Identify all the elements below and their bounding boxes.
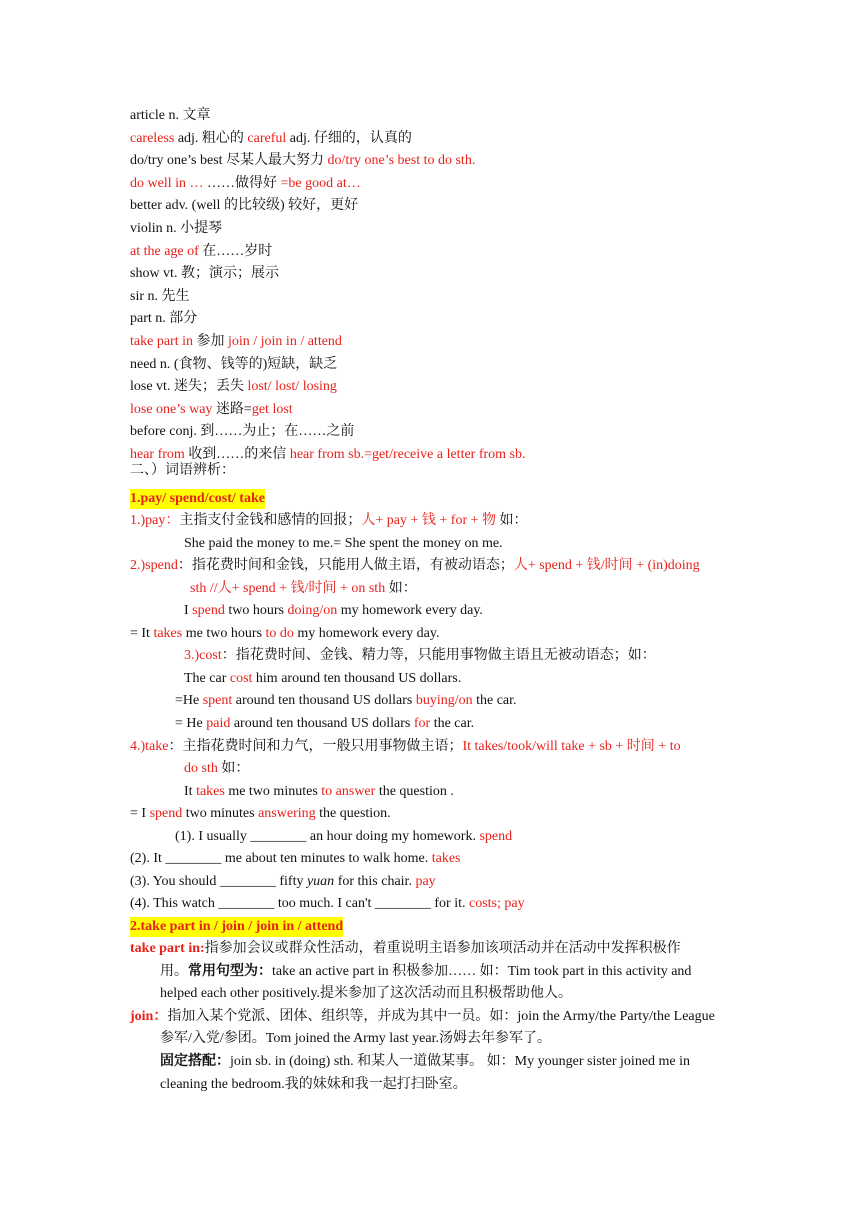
take-line	[160, 1052, 690, 1072]
text-segment: do/try one’s best to do sth.	[327, 153, 476, 169]
text-segment: 指参加会议或群众性活动，着重说明主语参加该项活动并在活动中发挥积极作	[204, 941, 681, 956]
text-segment: do well in …	[130, 175, 204, 191]
text-segment: article n. 文章	[130, 108, 211, 123]
take-line	[160, 1075, 467, 1095]
text-segment: before conj. 到……为止；在……之前	[130, 424, 355, 440]
vocab-line	[130, 129, 412, 149]
text-segment: 指加入某个党派、团体、组织等，并成为其中一员。如：join the Army/the Party/the League	[167, 1008, 715, 1024]
vocab-line	[130, 242, 272, 262]
text-segment: me two minutes	[224, 783, 322, 799]
text-segment: spend	[479, 828, 513, 844]
pay-line	[130, 804, 391, 824]
text-segment: careful	[247, 130, 287, 146]
text-segment: take an active part in 积极参加…… 如：Tim took part in this activity and	[272, 963, 692, 979]
pay-line	[184, 534, 503, 554]
text-segment: the question .	[375, 783, 454, 799]
vocab-line	[130, 400, 293, 420]
vocab-line	[130, 174, 361, 194]
vocab-line	[130, 309, 197, 329]
pay-line	[175, 827, 512, 847]
text-segment: paid	[206, 715, 231, 731]
text-segment: 如：	[385, 580, 417, 596]
text-segment: takes	[431, 851, 461, 867]
pay-line	[184, 669, 461, 689]
text-segment: =be good at…	[280, 175, 361, 191]
vocab-line	[130, 422, 354, 442]
pay-line	[184, 601, 483, 621]
take-line	[160, 984, 572, 1004]
vocab-line	[130, 106, 210, 126]
pay-line	[130, 737, 681, 757]
text-segment: cleaning the bedroom.我的妹妹和我一起打扫卧室。	[160, 1076, 467, 1092]
vocab-line	[130, 355, 337, 375]
take-part-in-heading: 2.take part in / join / join in / attend	[130, 917, 343, 937]
pay-line	[184, 759, 249, 779]
text-segment: the car.	[472, 693, 517, 709]
text-segment: my homework every day.	[293, 625, 440, 641]
text-segment: me two hours	[182, 625, 266, 641]
text-segment: at the age of	[130, 243, 199, 259]
text-segment: It takes/took/will take + sb + 时间 + to	[462, 738, 681, 754]
vocab-line	[130, 151, 475, 171]
text-segment: 主指支付金钱和感情的回报；	[179, 513, 362, 528]
text-segment: ……做得好	[203, 175, 281, 191]
text-segment: 在……岁时	[198, 243, 273, 259]
text-segment: 2.)spend	[130, 558, 178, 574]
take-line	[160, 962, 691, 982]
text-segment: around ten thousand US dollars	[232, 693, 416, 709]
text-segment: to do	[265, 625, 294, 641]
text-segment: takes	[196, 783, 225, 799]
text-segment: 迷路=	[212, 401, 252, 417]
text-segment: ：指花费时间和金钱，只能用人做主语，有被动语态；	[177, 558, 514, 574]
text-segment: do/try one’s best 尽某人最大努力	[130, 153, 328, 169]
text-segment: do sth	[184, 761, 218, 777]
text-segment: spend	[149, 806, 183, 822]
text-segment: I	[184, 603, 193, 619]
text-segment: ：指花费时间、金钱、精力等，只能用事物做主语且无被动语态；如：	[221, 648, 656, 664]
text-segment: sir n. 先生	[130, 288, 190, 304]
text-segment: spent	[202, 693, 233, 709]
text-segment: helped each other positively.提米参加了这次活动而且积极帮助他人。	[160, 986, 573, 1002]
text-segment: join：	[130, 1008, 168, 1024]
pay-line	[130, 894, 525, 914]
text-segment: takes	[153, 625, 183, 641]
text-segment: costs; pay	[469, 896, 525, 912]
pay-line	[184, 782, 454, 802]
pay-line	[130, 624, 440, 644]
text-segment: him around ten thousand US dollars.	[252, 670, 462, 686]
text-segment: 人+ pay + 钱 + for + 物	[361, 513, 497, 528]
text-segment: She paid the money to me.= She spent the money on me.	[184, 535, 503, 551]
text-segment: (4). This watch ________ too much. I can't ________ for it.	[130, 896, 469, 912]
text-segment: 常用句型为：	[188, 963, 272, 979]
text-segment: lost/ lost/ losing	[247, 379, 337, 395]
text-segment: ：主指花费时间和力气，一般只用事物做主语；	[168, 738, 463, 754]
text-segment: lose vt. 迷失；丢失	[130, 379, 248, 395]
text-segment: (3). You should ________ fifty	[130, 873, 307, 889]
text-segment: 如：	[496, 513, 528, 528]
text-segment: = He	[175, 715, 207, 731]
text-segment: (2). It ________ me about ten minutes to walk home.	[130, 851, 432, 867]
text-segment: = It	[130, 625, 154, 641]
pay-line	[130, 511, 528, 531]
text-segment: adj. 仔细的，认真的	[286, 130, 412, 146]
text-segment: take part in:	[130, 941, 205, 956]
take-line	[130, 939, 681, 959]
text-segment: sth //人+ spend + 钱/时间 + on sth	[190, 580, 386, 596]
text-segment: around ten thousand US dollars	[230, 715, 414, 731]
take-line	[160, 1029, 551, 1049]
vocab-line	[130, 332, 342, 352]
text-segment: hear from sb.=get/receive a letter from sb.	[289, 447, 526, 462]
text-segment: 参军/入党/参团。Tom joined the Army last year.汤姆去年参军了。	[160, 1031, 551, 1047]
pay-line	[175, 691, 517, 711]
text-segment: to answer	[321, 783, 376, 799]
text-segment: spend	[192, 603, 225, 619]
text-segment: the question.	[315, 806, 391, 822]
text-segment: my homework every day.	[337, 603, 483, 619]
text-segment: get lost	[251, 401, 293, 417]
text-segment: 人+ spend + 钱/时间 + (in)doing	[513, 558, 700, 574]
text-segment: violin n. 小提琴	[130, 221, 223, 236]
take-line	[130, 1007, 715, 1027]
text-segment: yuan	[306, 873, 335, 889]
section-heading: 二、）词语辨析：	[130, 463, 235, 478]
vocab-line	[130, 264, 279, 284]
pay-line	[130, 556, 700, 576]
vocab-line	[130, 377, 337, 397]
text-segment: pay	[415, 873, 436, 889]
text-segment: 1.)pay：	[130, 513, 180, 528]
pay-line	[130, 872, 436, 892]
text-segment: part n. 部分	[130, 311, 198, 327]
text-segment: need n. (食物、钱等的)短缺，缺乏	[130, 356, 338, 372]
pay-line	[184, 646, 656, 666]
text-segment: 固定搭配：	[160, 1054, 230, 1069]
vocab-line	[130, 196, 358, 216]
text-segment: lose one’s way	[130, 401, 213, 417]
text-segment: take part in	[130, 334, 193, 349]
text-segment: It	[184, 783, 197, 799]
text-segment: The car	[184, 670, 230, 686]
text-segment: 用。	[160, 963, 188, 979]
text-segment: careless	[130, 130, 175, 146]
text-segment: for this chair.	[334, 873, 416, 889]
text-segment: 3.)cost	[184, 648, 222, 664]
text-segment: better adv. (well 的比较级) 较好，更好	[130, 198, 359, 214]
text-segment: doing/on	[287, 603, 338, 619]
text-segment: 如：	[217, 761, 250, 777]
text-segment: for	[413, 715, 431, 731]
text-segment: =He	[175, 693, 203, 709]
text-segment: hear from	[130, 447, 185, 462]
text-segment: adj. 粗心的	[174, 130, 248, 146]
text-segment: join / join in / attend	[227, 334, 342, 349]
pay-line	[130, 849, 461, 869]
text-segment: buying/on	[415, 693, 473, 709]
text-segment: join sb. in (doing) sth. 和某人一道做某事。 如：My younger sister joined me in	[230, 1054, 691, 1069]
vocab-line	[130, 287, 190, 307]
pay-spend-cost-take-heading: 1.pay/ spend/cost/ take	[130, 489, 265, 509]
pay-line	[175, 714, 474, 734]
text-segment: cost	[229, 670, 253, 686]
text-segment: (1). I usually ________ an hour doing my homework.	[175, 828, 480, 844]
vocab-line	[130, 219, 222, 239]
text-segment: two minutes	[182, 806, 259, 822]
text-segment: two hours	[224, 603, 288, 619]
text-segment: 参加	[192, 334, 228, 349]
text-segment: answering	[258, 806, 316, 822]
pay-line	[190, 579, 417, 599]
text-segment: = I	[130, 806, 150, 822]
text-segment: the car.	[430, 715, 475, 731]
text-segment: show vt. 教；演示；展示	[130, 266, 279, 282]
text-segment: 4.)take	[130, 738, 169, 754]
text-segment: 收到……的来信	[184, 447, 290, 462]
